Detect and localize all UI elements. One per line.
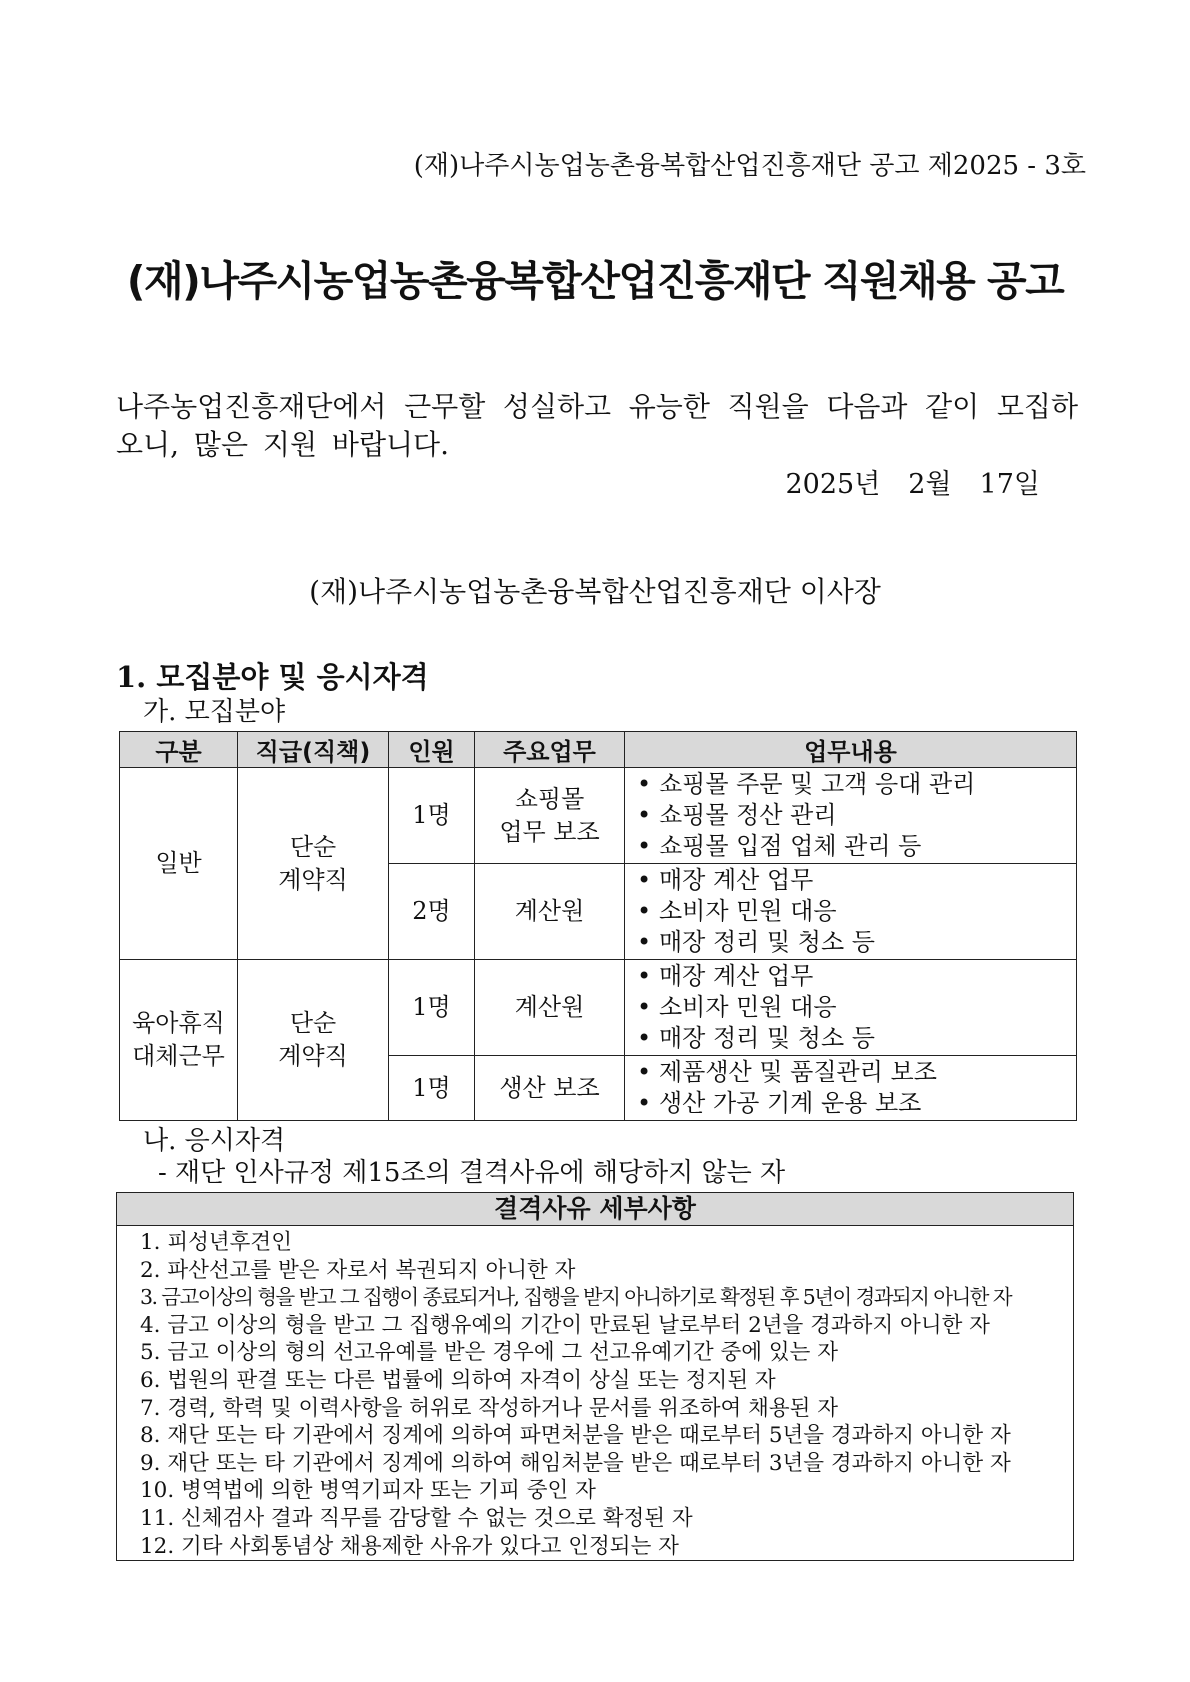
disqualification-item: 10. 병역법에 의한 병역기피자 또는 기피 중인 자 (140, 1478, 596, 1504)
header-count: 인원 (389, 732, 475, 768)
cell-duties (625, 1056, 1077, 1121)
duty-list (637, 1057, 1076, 1119)
duty-list (637, 769, 1076, 862)
duty-item: • 쇼핑몰 주문 및 고객 응대 관리 (637, 769, 1076, 800)
duty-item: • 소비자 민원 대응 (637, 896, 1076, 927)
date-day: 17일 (979, 469, 1040, 500)
recruitment-table (119, 731, 1077, 1121)
signer: (재)나주시농업농촌융복합산업진흥재단 이사장 (309, 575, 881, 608)
cell-count: 1명 (389, 1056, 475, 1121)
disqualification-item: 7. 경력, 학력 및 이력사항을 허위로 작성하거나 문서를 위조하여 채용된 자 (140, 1395, 838, 1421)
disqualification-item: 9. 재단 또는 타 기관에서 징계에 의하여 해임처분을 받은 때로부터 3년을 경과하지 아니한 자 (140, 1450, 1011, 1476)
subsection-qualification: 나. 응시자격 (143, 1126, 286, 1156)
date-month: 2월 (908, 469, 952, 500)
disqualification-item: 5. 금고 이상의 형의 선고유예를 받은 경우에 그 선고유예기간 중에 있는 자 (140, 1340, 838, 1366)
page-title: (재)나주시농업농촌융복합산업진흥재단 직원채용 공고 (126, 257, 1064, 305)
cell-count: 1명 (389, 768, 475, 864)
disqualification-title: 결격사유 세부사항 (117, 1193, 1073, 1226)
cell-duties (625, 768, 1077, 864)
cell-main-task: 쇼핑몰 업무 보조 (475, 768, 625, 864)
duty-item: • 매장 정리 및 청소 등 (637, 927, 1076, 958)
cell-category: 육아휴직 대체근무 (120, 960, 238, 1121)
duty-item: • 생산 가공 기계 운용 보조 (637, 1088, 1076, 1119)
disqualification-item: 1. 피성년후견인 (140, 1230, 292, 1255)
duty-list (637, 865, 1076, 958)
header-main-task: 주요업무 (475, 732, 625, 768)
duty-item: • 매장 계산 업무 (637, 961, 1076, 992)
duty-item: • 쇼핑몰 정산 관리 (637, 800, 1076, 831)
disqualification-item: 8. 재단 또는 타 기관에서 징계에 의하여 파면처분을 받은 때로부터 5년을 경과하지 아니한 자 (140, 1423, 1011, 1449)
section-title: 1. 모집분야 및 응시자격 (116, 660, 429, 694)
disqualification-list (117, 1226, 1073, 1560)
cell-duties (625, 960, 1077, 1056)
cell-duties (625, 864, 1077, 960)
disqualification-item: 6. 법원의 판결 또는 다른 법률에 의하여 자격이 상실 또는 정지된 자 (140, 1367, 776, 1393)
disqualification-item: 4. 금고 이상의 형을 받고 그 집행유예의 기간이 만료된 날로부터 2년을 경과하지 아니한 자 (140, 1312, 990, 1338)
cell-count: 2명 (389, 864, 475, 960)
cell-main-task: 계산원 (475, 864, 625, 960)
duty-item: • 매장 계산 업무 (637, 865, 1076, 896)
disqualification-item: 11. 신체검사 결과 직무를 감당할 수 없는 것으로 확정된 자 (140, 1505, 693, 1531)
table-row (120, 960, 1077, 1056)
disqualification-item: 12. 기타 사회통념상 채용제한 사유가 있다고 인정되는 자 (140, 1533, 679, 1559)
duty-item: • 매장 정리 및 청소 등 (637, 1023, 1076, 1054)
cell-main-task: 생산 보조 (475, 1056, 625, 1121)
duty-list (637, 961, 1076, 1054)
duty-item: • 쇼핑몰 입점 업체 관리 등 (637, 831, 1076, 862)
disqualification-box (116, 1192, 1074, 1561)
duty-item: • 제품생산 및 품질관리 보조 (637, 1057, 1076, 1088)
header-position: 직급(직책) (238, 732, 389, 768)
cell-main-task: 계산원 (475, 960, 625, 1056)
date-year: 2025년 (785, 469, 881, 500)
cell-position: 단순 계약직 (238, 768, 389, 960)
intro-paragraph: 나주농업진흥재단에서 근무할 성실하고 유능한 직원을 다음과 같이 모집하오니, 많은 지원 바랍니다. (116, 390, 1078, 461)
header-category: 구분 (120, 732, 238, 768)
disqualification-item: 2. 파산선고를 받은 자로서 복권되지 아니한 자 (140, 1257, 576, 1283)
subsection-recruitment-field: 가. 모집분야 (143, 697, 286, 727)
cell-category: 일반 (120, 768, 238, 960)
cell-position: 단순 계약직 (238, 960, 389, 1121)
duty-item: • 소비자 민원 대응 (637, 992, 1076, 1023)
table-header-row (120, 732, 1077, 768)
table-row (120, 768, 1077, 864)
announcement-date (785, 462, 1040, 501)
header-duties: 업무내용 (625, 732, 1077, 768)
notice-number: (재)나주시농업농촌융복합산업진흥재단 공고 제2025 - 3호 (413, 151, 1086, 181)
disqualification-item: 3. 금고이상의 형을 받고 그 집행이 종료되거나, 집행을 받지 아니하기로 확정된 후 5년이 경과되지 아니한 자 (140, 1285, 1011, 1310)
cell-count: 1명 (389, 960, 475, 1056)
qualification-text: - 재단 인사규정 제15조의 결격사유에 해당하지 않는 자 (158, 1158, 786, 1188)
